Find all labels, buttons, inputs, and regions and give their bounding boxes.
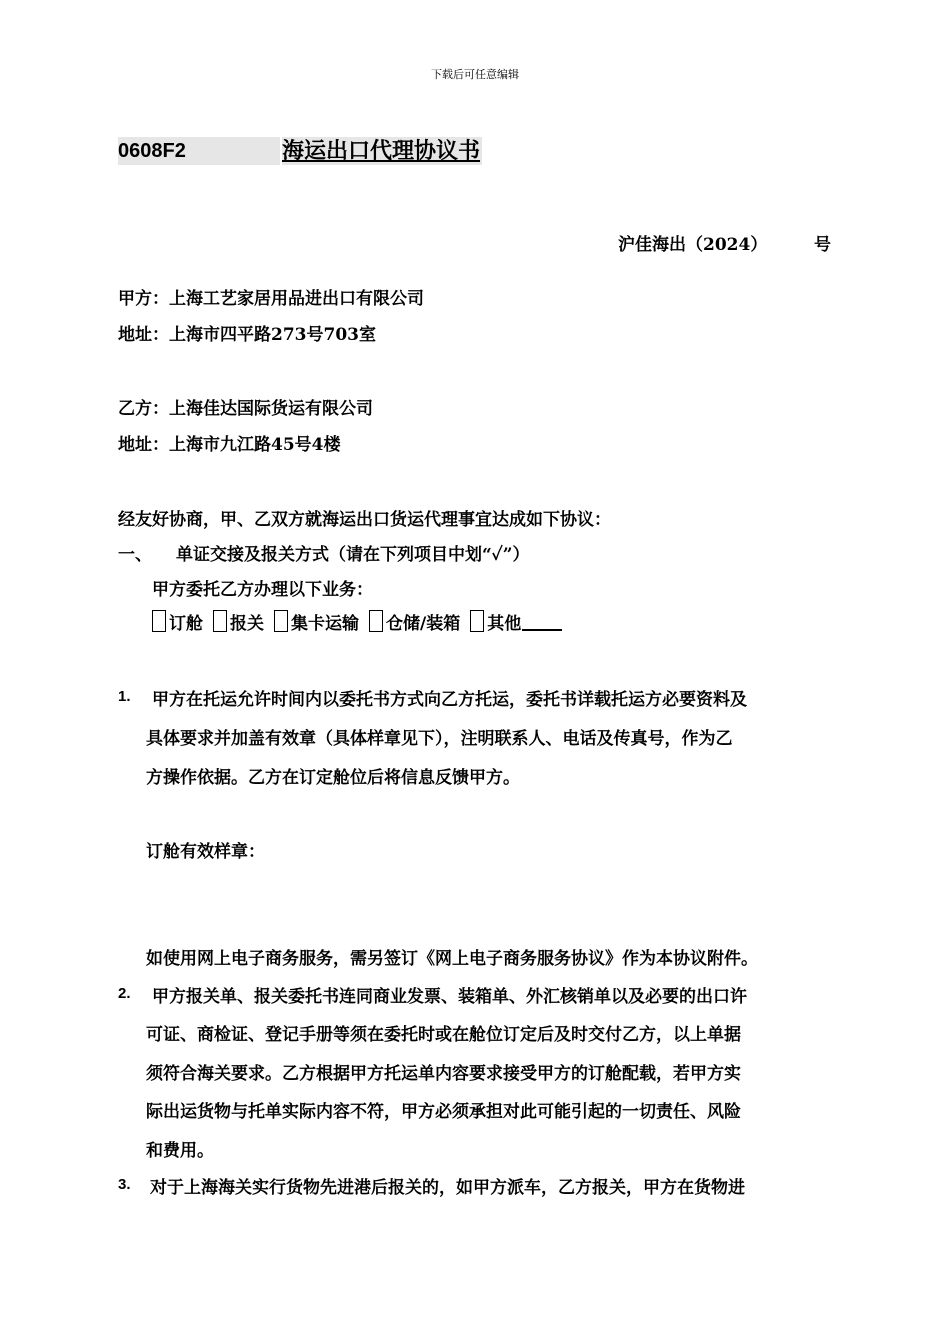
item-2-line-3: 须符合海关要求。乙方根据甲方托运单内容要求接受甲方的订舱配载，若甲方实: [146, 1064, 741, 1084]
party-b-name: 乙方：上海佳达国际货运有限公司: [118, 399, 373, 419]
document-code: 0608F2: [118, 137, 280, 165]
item-2-line-4: 际出运货物与托单实际内容不符，甲方必须承担对此可能引起的一切责任、风险: [146, 1102, 741, 1122]
checkbox[interactable]: [470, 610, 484, 632]
item-1-line-3: 方操作依据。乙方在订定舱位后将信息反馈甲方。: [146, 768, 520, 788]
party-b-address: 地址：上海市九江路45号4楼: [118, 435, 341, 455]
section-1-title: 单证交接及报关方式（请在下列项目中划“✓”）: [176, 545, 530, 565]
item-1-number: 1.: [118, 688, 131, 705]
item-2-line-2: 可证、商检证、登记手册等须在委托时或在舱位订定后及时交付乙方，以上单据: [146, 1025, 741, 1045]
item-2-line-1: 甲方报关单、报关委托书连同商业发票、装箱单、外汇核销单以及必要的出口许: [152, 987, 747, 1007]
party-a-name: 甲方：上海工艺家居用品进出口有限公司: [118, 289, 424, 309]
checkbox[interactable]: [152, 610, 166, 632]
item-3-number: 3.: [118, 1176, 131, 1193]
service-label: 其他: [487, 613, 522, 634]
item-2-line-5: 和费用。: [146, 1141, 214, 1161]
checkbox[interactable]: [369, 610, 383, 632]
header-note: 下载后可任意编辑: [431, 68, 519, 81]
service-label: 仓储/装箱: [386, 613, 461, 634]
item-3-line-1: 对于上海海关实行货物先进港后报关的，如甲方派车，乙方报关，甲方在货物进: [150, 1178, 745, 1198]
other-blank-line[interactable]: [522, 611, 562, 631]
section-1-number: 一、: [118, 545, 152, 565]
stamp-label: 订舱有效样章：: [146, 842, 265, 862]
delegate-text: 甲方委托乙方办理以下业务：: [152, 580, 373, 600]
service-option-other[interactable]: [470, 609, 562, 634]
service-label: 报关: [230, 613, 264, 634]
reference-number: 沪佳海出（2024）: [618, 235, 768, 255]
item-2-number: 2.: [118, 985, 131, 1002]
item-1-line-2: 具体要求并加盖有效章（具体样章见下），注明联系人、电话及传真号，作为乙: [146, 729, 733, 749]
reference-suffix: 号: [814, 235, 831, 255]
service-option-customs[interactable]: [213, 609, 264, 634]
ecommerce-note: 如使用网上电子商务服务，需另签订《网上电子商务服务协议》作为本协议附件。: [146, 949, 758, 969]
service-option-trucking[interactable]: [274, 609, 359, 634]
service-option-booking[interactable]: [152, 609, 203, 634]
item-1-line-1: 甲方在托运允许时间内以委托书方式向乙方托运，委托书详载托运方必要资料及: [152, 690, 747, 710]
checkbox[interactable]: [213, 610, 227, 632]
service-option-warehousing[interactable]: [369, 609, 460, 634]
intro-paragraph: 经友好协商，甲、乙双方就海运出口货运代理事宜达成如下协议：: [118, 510, 611, 530]
service-checklist: [152, 608, 562, 634]
document-title: 海运出口代理协议书: [282, 138, 481, 164]
service-label: 集卡运输: [291, 613, 359, 634]
party-a-address: 地址：上海市四平路273号703室: [118, 325, 376, 345]
service-label: 订舱: [169, 613, 203, 634]
checkbox[interactable]: [274, 610, 288, 632]
